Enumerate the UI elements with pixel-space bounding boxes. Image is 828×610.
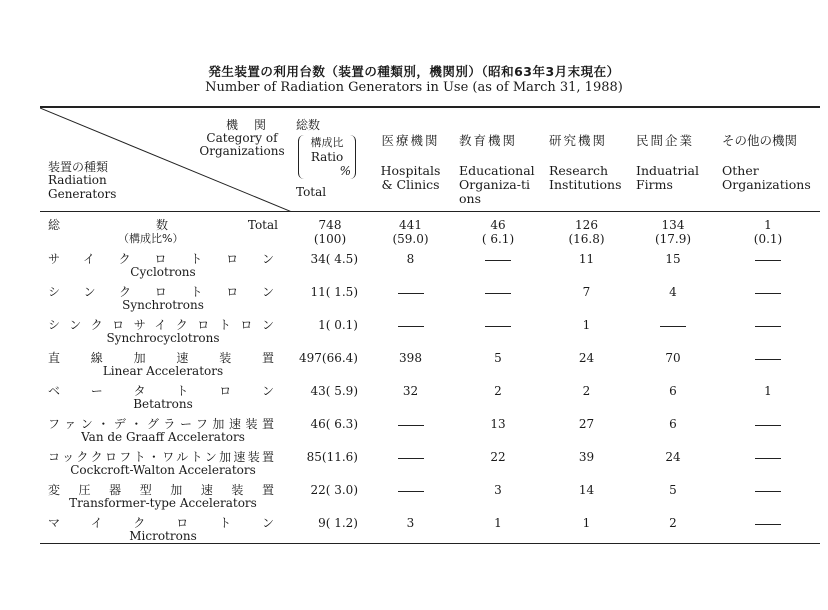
table-row: [40, 510, 820, 544]
total-educational-ratio: ( 6.1): [481, 231, 515, 246]
table-row: [40, 411, 820, 444]
total-value: 85(11.6): [306, 450, 358, 464]
dash-mark: [755, 524, 781, 525]
generator-name-ja: シンクロトロン: [48, 285, 274, 299]
dash-mark: [755, 491, 781, 492]
educational-value: 13: [490, 417, 506, 431]
industrial-cell: [630, 246, 716, 279]
research-value: 2: [582, 384, 591, 398]
col-header-other-ja: その他の機関: [722, 133, 798, 148]
generator-name-en: Synchrocyclotrons: [106, 331, 220, 345]
educational-value: 5: [494, 351, 502, 365]
generator-name-en: Synchrotrons: [122, 298, 204, 312]
generator-label: [40, 312, 292, 345]
research-value: 27: [578, 417, 595, 431]
generator-name-ja: ファン・デ・グラーフ加速装置: [48, 417, 274, 431]
col-header-industrial-ja: 民間企業: [636, 133, 695, 148]
generator-label: [40, 477, 292, 510]
research-value: 7: [582, 285, 591, 299]
total-ratio: (100): [313, 231, 347, 246]
title-english: Number of Radiation Generators in Use (as of March 31, 1988): [205, 80, 623, 95]
other-cell: [716, 345, 820, 378]
total-row-ja-sub: （構成比%）: [118, 231, 184, 245]
col-header-research-ja: 研究機関: [549, 133, 608, 148]
generator-name-en: Van de Graaff Accelerators: [81, 430, 245, 444]
generator-label: [40, 246, 292, 279]
total-cell: [292, 411, 368, 444]
research-cell: [543, 279, 630, 312]
industrial-value: 24: [665, 450, 681, 464]
hospitals-value: 3: [406, 516, 415, 530]
total-cell: [292, 279, 368, 312]
other-cell: [716, 444, 820, 477]
total-cell: [292, 345, 368, 378]
total-industrial-ratio: (17.9): [654, 231, 692, 246]
total-hospitals-ratio: (59.0): [392, 231, 429, 246]
table-row: [40, 378, 820, 411]
hospitals-cell: [368, 312, 453, 345]
generator-name-en: Linear Accelerators: [102, 364, 224, 378]
hospitals-value: 398: [399, 351, 422, 365]
col-header-educational-en: Educational Organiza-tions: [459, 163, 535, 206]
total-row-ja: 総数: [48, 217, 168, 232]
total-cell: [292, 246, 368, 279]
dash-mark: [398, 293, 424, 294]
industrial-value: 2: [669, 516, 677, 530]
research-cell: [543, 444, 630, 477]
generator-label: [40, 411, 292, 444]
dash-mark: [485, 326, 511, 327]
ratio-bracket: [298, 135, 356, 179]
generator-name-en: Microtrons: [129, 529, 197, 543]
generator-name-ja: コッククロフト・ワルトン加速装置: [48, 450, 274, 464]
hospitals-cell: [368, 246, 453, 279]
col-header-hospitals: [368, 107, 453, 211]
other-cell: [716, 411, 820, 444]
dash-mark: [398, 491, 424, 492]
col-header-other-en: Other Organizations: [722, 163, 811, 192]
generator-name-en: Cockcroft-Walton Accelerators: [70, 463, 256, 477]
total-value: 46( 6.3): [310, 417, 358, 431]
industrial-value: 6: [669, 384, 677, 398]
corner-header-cell: [40, 107, 292, 211]
dash-mark: [660, 326, 686, 327]
educational-cell: [453, 477, 543, 510]
educational-value: 2: [494, 384, 502, 398]
ratio-header-ja: 構成比: [310, 136, 344, 149]
total-header-ja: 総数: [296, 118, 321, 132]
generators-header-en: Radiation Generators: [48, 173, 117, 201]
total-cell: [292, 378, 368, 411]
ratio-unit: %: [339, 164, 351, 178]
total-other-value: 1: [764, 217, 772, 232]
total-header-en: Total: [296, 185, 327, 199]
table-row: [40, 312, 820, 345]
generator-label: [40, 345, 292, 378]
industrial-cell: [630, 279, 716, 312]
industrial-value: 6: [669, 417, 677, 431]
generator-label: [40, 378, 292, 411]
generator-name-ja: サイクロトロン: [48, 252, 274, 266]
table-row: [40, 444, 820, 477]
research-value: 14: [578, 483, 595, 497]
educational-cell: [453, 444, 543, 477]
generators-table: [40, 106, 820, 544]
industrial-value: 70: [665, 351, 681, 365]
hospitals-value: 8: [406, 252, 415, 266]
generator-label: [40, 444, 292, 477]
col-header-industrial-en: Induatrial Firms: [636, 163, 699, 192]
total-value: 9( 1.2): [318, 516, 358, 530]
hospitals-cell: [368, 345, 453, 378]
research-value: 1: [582, 516, 591, 530]
dash-mark: [485, 260, 511, 261]
col-header-research: [543, 107, 630, 211]
total-hospitals-cell: [368, 211, 453, 246]
research-cell: [543, 246, 630, 279]
total-hospitals-value: 441: [399, 217, 422, 232]
total-value: 497(66.4): [299, 351, 358, 365]
total-value: 1( 0.1): [318, 318, 358, 332]
total-cell: [292, 477, 368, 510]
research-value: 1: [582, 318, 591, 332]
hospitals-cell: [368, 444, 453, 477]
total-research-value: 126: [575, 217, 598, 232]
total-row-label: [40, 211, 292, 246]
industrial-cell: [630, 444, 716, 477]
total-research-cell: [543, 211, 630, 246]
total-other-ratio: (0.1): [753, 231, 783, 246]
dash-mark: [755, 326, 781, 327]
col-header-hospitals-en: Hospitals & Clinics: [380, 163, 441, 192]
generator-name-ja: マイクロトン: [48, 516, 274, 530]
other-cell: [716, 510, 820, 544]
dash-mark: [755, 458, 781, 459]
educational-value: 22: [490, 450, 506, 464]
other-cell: [716, 378, 820, 411]
table-row: [40, 345, 820, 378]
generator-name-en: Betatrons: [133, 397, 193, 411]
ratio-header-en: Ratio: [310, 150, 344, 164]
educational-value: 3: [494, 483, 502, 497]
generator-name-en: Cyclotrons: [130, 265, 196, 279]
educational-cell: [453, 345, 543, 378]
header-row: [40, 107, 820, 211]
generator-name-ja: シンクロサイクロトロン: [48, 318, 274, 332]
other-value: 1: [764, 384, 772, 398]
total-cell: [292, 510, 368, 544]
col-header-other: [716, 107, 820, 211]
dash-mark: [755, 260, 781, 261]
research-value: 11: [578, 252, 595, 266]
table-row: [40, 279, 820, 312]
dash-mark: [398, 458, 424, 459]
research-cell: [543, 312, 630, 345]
col-header-industrial: [630, 107, 716, 211]
generator-name-ja: 変圧器型加速装置: [48, 483, 274, 497]
dash-mark: [755, 293, 781, 294]
category-header-en: Category of Organizations: [199, 131, 285, 158]
industrial-cell: [630, 345, 716, 378]
generator-name-ja: ベータトロン: [48, 384, 274, 398]
col-header-hospitals-ja: 医療機関: [381, 133, 440, 148]
total-industrial-value: 134: [661, 217, 685, 232]
total-value: 11( 1.5): [310, 285, 358, 299]
col-header-educational-ja: 教育機関: [459, 133, 518, 148]
total-value: 748: [318, 217, 342, 232]
educational-cell: [453, 378, 543, 411]
industrial-value: 5: [669, 483, 677, 497]
total-other-cell: [716, 211, 820, 246]
generator-label: [40, 279, 292, 312]
educational-cell: [453, 246, 543, 279]
total-cell: [292, 312, 368, 345]
research-cell: [543, 345, 630, 378]
col-header-educational: [453, 107, 543, 211]
total-educational-value: 46: [490, 217, 506, 232]
industrial-cell: [630, 477, 716, 510]
total-value: 34( 4.5): [310, 252, 358, 266]
dash-mark: [755, 359, 781, 360]
research-cell: [543, 411, 630, 444]
educational-cell: [453, 510, 543, 544]
total-cell: [292, 211, 368, 246]
industrial-cell: [630, 510, 716, 544]
industrial-cell: [630, 378, 716, 411]
other-cell: [716, 246, 820, 279]
research-value: 39: [578, 450, 595, 464]
table-row: [40, 477, 820, 510]
total-row-en: Total: [247, 217, 278, 232]
dash-mark: [485, 293, 511, 294]
research-cell: [543, 510, 630, 544]
industrial-value: 15: [665, 252, 681, 266]
research-cell: [543, 477, 630, 510]
hospitals-cell: [368, 411, 453, 444]
hospitals-value: 32: [402, 384, 419, 398]
total-research-ratio: (16.8): [568, 231, 605, 246]
col-header-research-en: Research Institutions: [549, 163, 622, 192]
dash-mark: [755, 425, 781, 426]
educational-value: 1: [494, 516, 502, 530]
educational-cell: [453, 279, 543, 312]
total-educational-cell: [453, 211, 543, 246]
research-cell: [543, 378, 630, 411]
total-header-cell: [292, 107, 368, 211]
research-value: 24: [578, 351, 595, 365]
category-header-ja: 機関: [225, 118, 282, 132]
industrial-cell: [630, 411, 716, 444]
other-cell: [716, 312, 820, 345]
other-cell: [716, 477, 820, 510]
hospitals-cell: [368, 477, 453, 510]
dash-mark: [398, 326, 424, 327]
total-value: 43( 5.9): [310, 384, 358, 398]
hospitals-cell: [368, 378, 453, 411]
other-cell: [716, 279, 820, 312]
industrial-value: 4: [669, 285, 677, 299]
educational-cell: [453, 411, 543, 444]
generator-label: [40, 510, 292, 544]
table-row: [40, 246, 820, 279]
total-row: [40, 211, 820, 246]
total-industrial-cell: [630, 211, 716, 246]
generators-header-ja: 装置の種類: [48, 160, 109, 174]
hospitals-cell: [368, 279, 453, 312]
total-value: 22( 3.0): [310, 483, 358, 497]
title-japanese: 発生装置の利用台数（装置の種類別，機関別）（昭和63年3月末現在）: [208, 64, 620, 79]
generator-name-en: Transformer-type Accelerators: [69, 496, 257, 510]
total-cell: [292, 444, 368, 477]
generator-name-ja: 直線加速装置: [48, 351, 274, 365]
dash-mark: [398, 425, 424, 426]
industrial-cell: [630, 312, 716, 345]
educational-cell: [453, 312, 543, 345]
hospitals-cell: [368, 510, 453, 544]
